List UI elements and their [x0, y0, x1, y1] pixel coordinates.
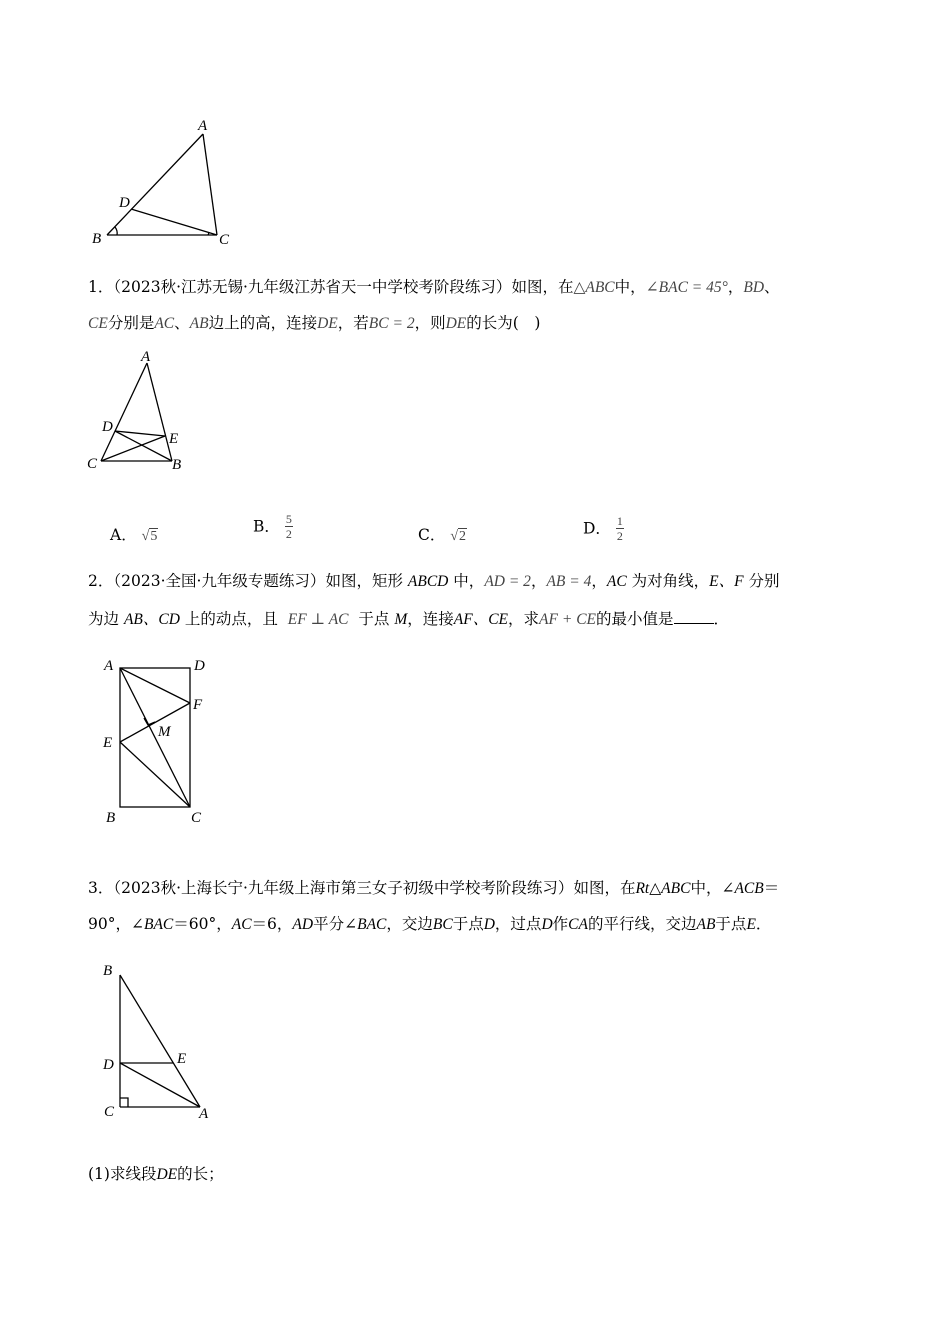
q2-number: 2． [88, 572, 114, 590]
q2-source: （2023·全国·九年级专题练习） [113, 572, 326, 590]
label-b: B [106, 810, 116, 826]
label-b: B [172, 457, 182, 473]
q2-text: 上的动点，且 [184, 610, 278, 628]
denominator: 2 [616, 529, 623, 543]
q3-line1 [88, 877, 779, 900]
q1-text: ，则 [414, 314, 446, 332]
option-label: C． [418, 526, 446, 544]
q2-text: ． [713, 610, 730, 628]
q2-text: 于点 [358, 610, 390, 628]
q3-text: 中， [690, 879, 722, 897]
q2-text: ，连接 [407, 610, 454, 628]
q3-ab: AB [696, 916, 716, 933]
label-c: C [219, 232, 230, 248]
q2-text: 中， [453, 572, 485, 590]
q3-ac: AC [231, 916, 252, 933]
label-b: B [103, 963, 113, 979]
segment-ab [107, 134, 203, 235]
q3-ad: AD [292, 916, 314, 933]
segment-da [120, 1063, 200, 1107]
label-a: A [104, 658, 114, 674]
segment-ba [120, 975, 200, 1107]
q3-text: ＝60°， [173, 915, 232, 933]
q1-line2 [88, 312, 540, 335]
angle-arc-b [115, 227, 117, 235]
q1-text: 中， [614, 278, 646, 296]
radicand: 2 [459, 529, 466, 544]
q1-line1 [88, 276, 780, 299]
option-label: B． [253, 517, 280, 536]
q2-sum: AF + CE [539, 611, 596, 628]
q3-sub1-text: (1)求线段 [88, 1165, 157, 1183]
q2-afce: AF、CE [453, 611, 509, 628]
q1-text: 的长为( ) [466, 314, 541, 332]
q2-ad: AD = 2 [484, 573, 531, 590]
q3-bac: ∠BAC [130, 916, 174, 933]
q2-text: 为对角线， [631, 572, 710, 590]
q3-number: 3． [88, 879, 114, 897]
q3-d: D [483, 916, 495, 933]
q1-text: 边上的高，连接 [208, 314, 318, 332]
q3-bac2: ∠BAC [344, 916, 387, 933]
q2-text: 如图，矩形 [325, 572, 403, 590]
q3-text: ，过点 [494, 915, 542, 933]
q1-text: 如图，在 [511, 278, 574, 296]
label-m: M [158, 724, 171, 740]
q2-m: M [394, 611, 408, 628]
q3-d2: D [541, 916, 553, 933]
option-label: A． [110, 526, 137, 544]
q3-text: 于点 [715, 915, 747, 933]
numerator: 1 [616, 514, 623, 528]
q1-text: 、 [764, 278, 780, 296]
denominator: 2 [285, 527, 292, 541]
diagonal-ac [120, 668, 190, 807]
q3-text: 于点 [452, 915, 484, 933]
label-e: E [169, 431, 179, 447]
label-b: B [92, 231, 102, 247]
q1-option-d[interactable] [583, 514, 624, 543]
q1-ac: AC [154, 315, 175, 332]
label-a: A [199, 1106, 209, 1122]
q2-text: 为边 [88, 610, 120, 628]
fraction [616, 514, 624, 543]
label-d: D [102, 419, 113, 435]
label-d: D [103, 1057, 114, 1073]
q2-perp: EF ⊥ AC [287, 611, 349, 628]
q1-option-b[interactable] [253, 512, 293, 541]
q3-sub1-de: DE [156, 1166, 178, 1183]
q3-text: 90°， [88, 915, 131, 933]
q1-ab: AB [189, 315, 209, 332]
q3-figure [95, 955, 225, 1125]
q3-ca: CA [568, 916, 588, 933]
q3-line2 [88, 913, 771, 936]
label-d: D [119, 195, 130, 211]
label-f: F [193, 697, 203, 713]
q2-line2 [88, 608, 729, 631]
q1-text: ，若 [337, 314, 369, 332]
segment-ec [120, 742, 190, 807]
answer-blank[interactable] [674, 609, 714, 624]
q1-ce: CE [88, 315, 108, 332]
label-c: C [191, 810, 202, 826]
label-d: D [194, 658, 205, 674]
label-c: C [87, 456, 98, 472]
label-c: C [104, 1104, 115, 1120]
q3-text: 平分 [313, 915, 345, 933]
figure-triangle-abcd [85, 112, 255, 252]
q1-text: 分别是 [107, 314, 155, 332]
segment-af [120, 668, 190, 703]
q2-text: ， [591, 572, 607, 590]
right-angle-mark [120, 1098, 128, 1107]
numerator: 5 [285, 512, 292, 526]
q1-figure [85, 345, 195, 475]
q3-sub1-text: 的长； [177, 1165, 224, 1183]
q1-source: （2023秋·江苏无锡·九年级江苏省天一中学校考阶段练习） [113, 278, 512, 296]
q2-figure [95, 650, 220, 830]
label-e: E [103, 735, 113, 751]
option-label: D． [583, 519, 611, 538]
segment-ac [203, 134, 217, 235]
label-a: A [141, 349, 151, 365]
q3-subquestion-1 [88, 1163, 224, 1186]
q2-rect: ABCD [407, 573, 449, 590]
q3-bc: BC [432, 916, 453, 933]
q1-triangle: △ABC [573, 279, 615, 296]
q3-text: ． [755, 915, 772, 933]
q3-text: ，交边 [386, 915, 433, 933]
q3-source: （2023秋·上海长宁·九年级上海市第三女子初级中学校考阶段练习） [113, 879, 574, 897]
q1-de2: DE [445, 315, 467, 332]
q1-option-c[interactable] [418, 524, 467, 548]
q2-ef: E、F [709, 573, 744, 590]
q2-ab: AB = 4 [546, 573, 592, 590]
q2-text: 分别 [748, 572, 780, 590]
fraction [285, 512, 293, 541]
q3-text: 如图，在 [573, 879, 636, 897]
q2-edges: AB、CD [123, 611, 180, 628]
q1-bd: BD [743, 279, 765, 296]
radicand: 5 [150, 529, 158, 544]
q1-text: ， [727, 278, 744, 296]
q2-text: 的最小值是 [596, 610, 674, 628]
label-e: E [177, 1051, 187, 1067]
q1-angle: ∠BAC = 45° [645, 279, 728, 296]
q3-e: E [746, 916, 756, 933]
q3-rt: Rt△ABC [635, 880, 691, 897]
q3-text: ＝6， [251, 915, 293, 933]
q2-text: ，求 [508, 610, 540, 628]
q1-bc: BC = 2 [368, 315, 415, 332]
q3-text: 作 [552, 915, 569, 933]
label-a: A [198, 118, 208, 134]
q1-de: DE [317, 315, 338, 332]
q3-text: 的平行线，交边 [587, 915, 697, 933]
q2-ac: AC [606, 573, 627, 590]
q1-option-a[interactable] [110, 524, 158, 548]
q1-text: 、 [174, 314, 190, 332]
segment-dc [131, 209, 217, 235]
sqrt-expression: √2 [450, 529, 466, 544]
q2-line1 [88, 570, 780, 593]
q3-acb: ∠ACB [721, 880, 764, 897]
q1-number: 1． [88, 278, 114, 296]
q3-text: ＝ [763, 879, 780, 897]
sqrt-expression: √5 [141, 529, 158, 544]
q2-text: ， [530, 572, 547, 590]
